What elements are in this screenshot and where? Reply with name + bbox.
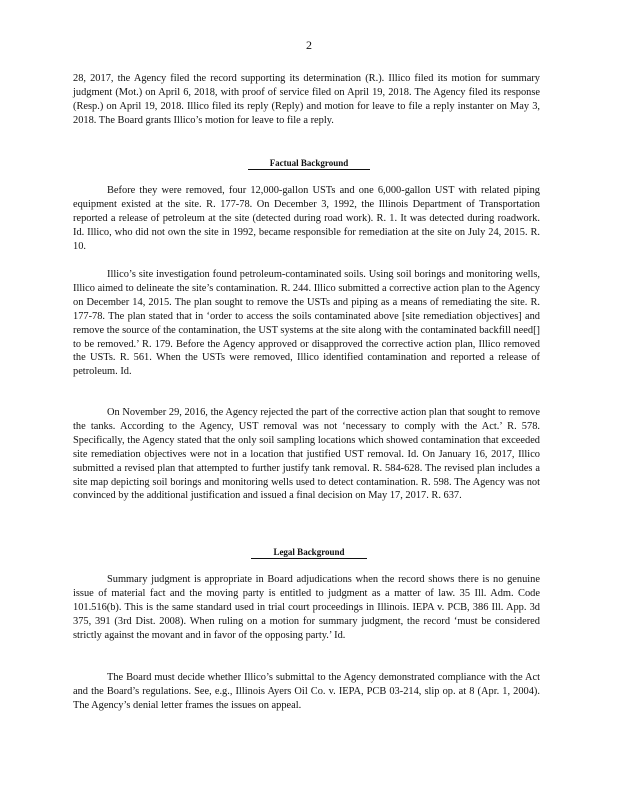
paragraph-procedural-history: 28, 2017, the Agency filed the record supporting its determination (R.). Illico filed its motion for summary judgment (Mot.) on April 6, 2018, with proof of service filed on April 19, 2018. The Agency filed its response (Resp.) on April 19, 2018. Illico filed its reply (Reply) and motion for leave to file a reply instanter on May 3, 2018. The Board grants Illico’s motion for leave to file a reply. [73,73,540,126]
paragraph-board-decision: The Board must decide whether Illico’s submittal to the Agency demonstrated compliance with the Act and the Board’s regulations. See, e.g., Illinois Ayers Oil Co. v. IEPA, PCB 03-214, slip op. at 8 (Apr. 1, 2004). The Agency’s denial letter frames the issues on appeal. [73,672,540,711]
heading-factual-background: Factual Background [0,158,618,168]
page-number: 2 [306,38,312,52]
paragraph-summary-judgment-standard: Summary judgment is appropriate in Board adjudications when the record shows there is no genuine issue of material fact and the moving party is entitled to judgment as a matter of law. 35 Ill. Adm. Code 101.516(b). This is the same standard used in trial court proceedings in Illinois. IEPA v. PCB, 386 Ill. App. 3d 375, 391 (3rd Dist. 2008). When ruling on a motion for summary judgment, the record ‘must be considered strictly against the movant and in favor of the opposing party.’ Id. [73,574,540,641]
paragraph-facts-agency-rejection: On November 29, 2016, the Agency rejected the part of the corrective action plan that sought to remove the tanks. According to the Agency, UST removal was not ‘necessary to comply with the Act.’ R. 578. Specifically, the Agency stated that the only soil sampling locations which showed contamination that exceeded site remediation objectives were not in a location that justified UST removal. Id. On January 16, 2017, Illico submitted a revised plan that attempted to further justify tank removal. R. 584-628. The revised plan includes a site map depicting soil borings and monitoring wells used to detect contamination. R. 598. The Agency was not convinced by the additional justification and issued a final decision on May 17, 2017. R. 637. [73,407,540,502]
paragraph-facts-release: Before they were removed, four 12,000-gallon USTs and one 6,000-gallon UST with related piping equipment existed at the site. R. 177-78. On December 3, 1992, the Illinois Department of Transportation reported a release of petroleum at the site (detected during road work). R. 1. It was detected during roadwork. Id. Illico, who did not own the site in 1992, became responsible for remediation at the site on July 24, 2015. R. 10. [73,185,540,252]
paragraph-facts-investigation: Illico’s site investigation found petroleum-contaminated soils. Using soil borings and monitoring wells, Illico aimed to delineate the site’s contamination. R. 244. Illico submitted a corrective action plan to the Agency on December 14, 2015. The plan sought to remove the USTs and piping as a means of remediating the site. R. 177-78. The plan stated that in ‘order to access the soils contaminated above [site remediation objectives] and remove the source of the contamination, the UST systems at the site along with the contaminated backfill need[] to be removed.’ R. 179. Before the Agency approved or disapproved the corrective action plan, Illico removed the USTs. R. 561. When the USTs were removed, Illico identified contamination and reported a release of petroleum. Id. [73,269,540,378]
heading-legal-background: Legal Background [0,547,618,557]
